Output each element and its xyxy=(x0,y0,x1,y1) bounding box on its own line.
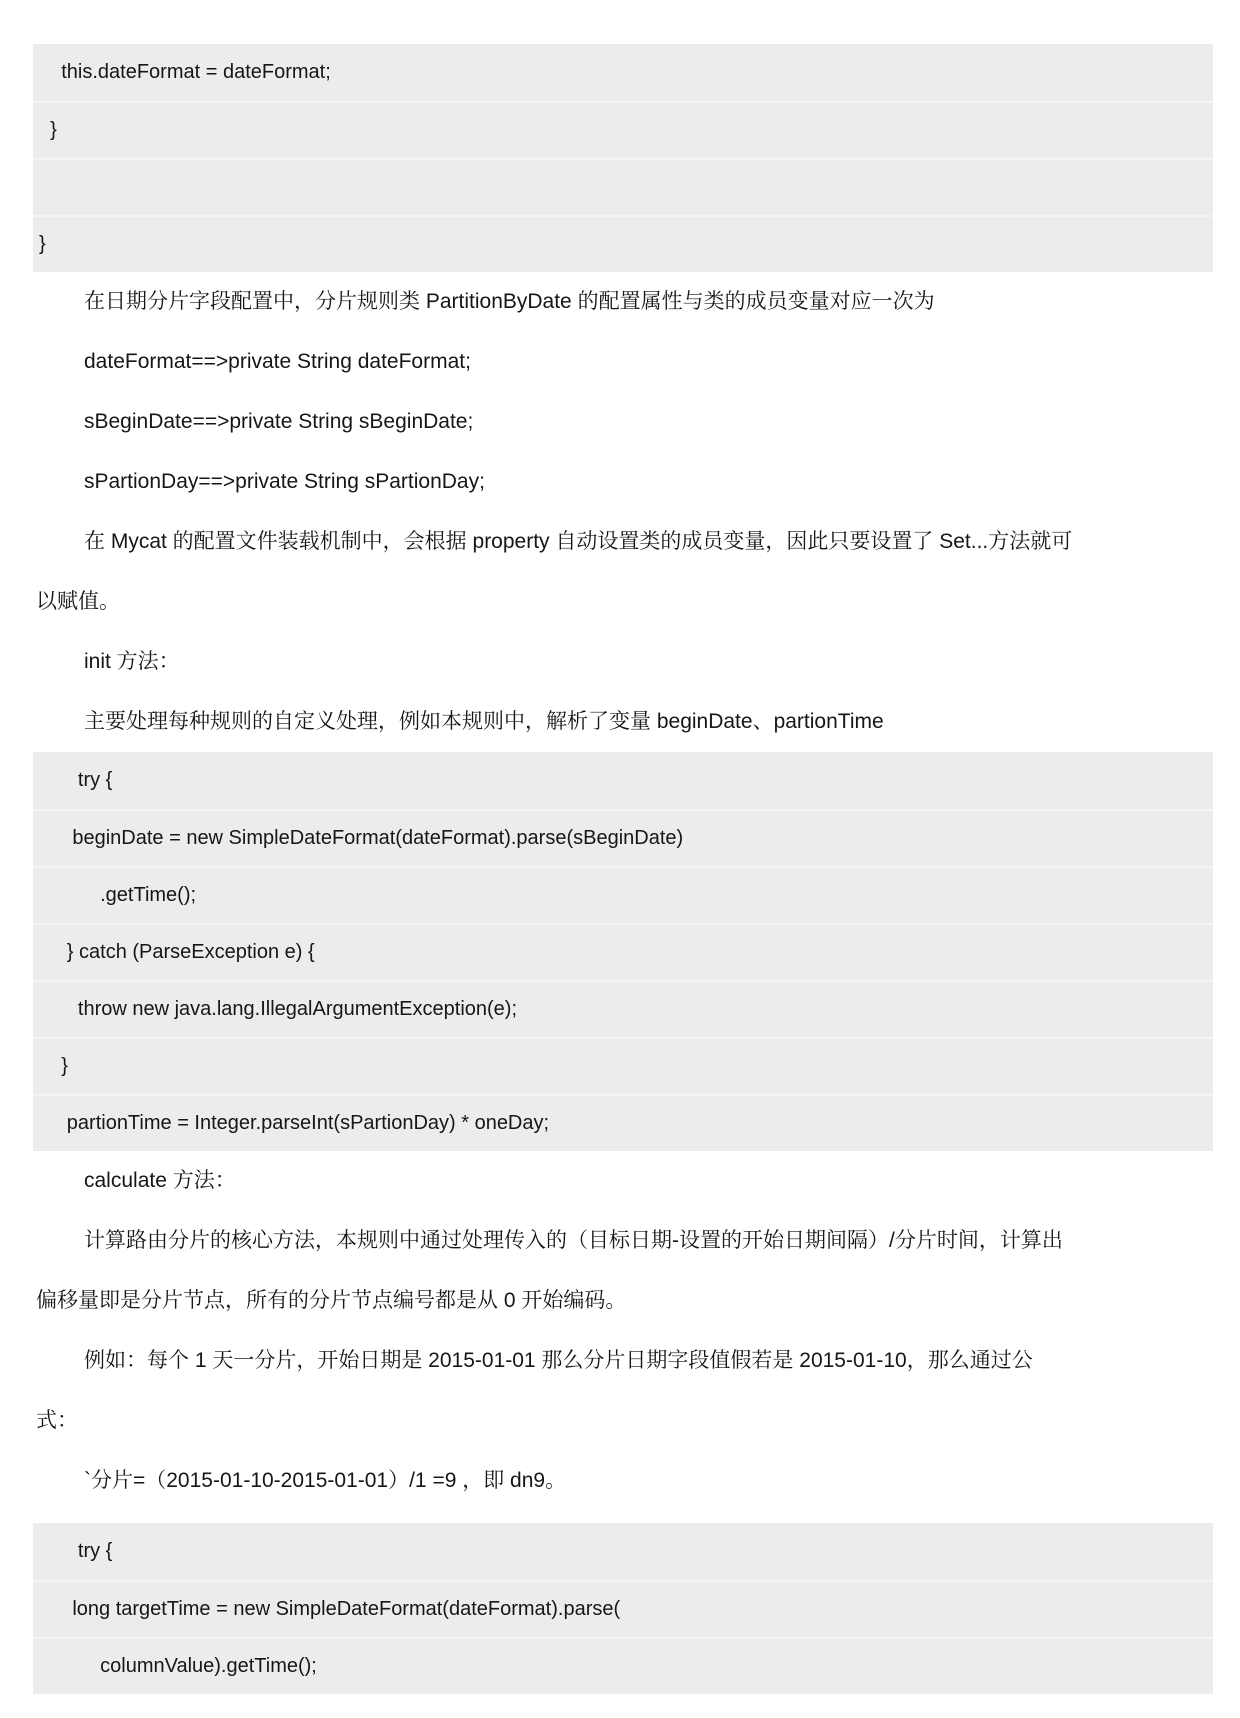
code-line: this.dateFormat = dateFormat; xyxy=(39,61,331,83)
paragraph-line: 以赋值。 xyxy=(36,590,120,613)
paragraph-line: sBeginDate==>private String sBeginDate; xyxy=(84,410,474,433)
code-line: } xyxy=(33,215,1213,272)
code-block-calculate xyxy=(33,1523,1213,1694)
code-line: } xyxy=(33,101,1213,158)
code-line xyxy=(33,158,1213,215)
paragraph-line: 在日期分片字段配置中，分片规则类 PartitionByDate 的配置属性与类的成员变量对应一次为 xyxy=(84,290,935,313)
code-line: long targetTime = new SimpleDateFormat(dateFormat).parse( xyxy=(33,1580,1213,1637)
paragraph-line: 计算路由分片的核心方法，本规则中通过处理传入的（目标日期-设置的开始日期间隔）/分片时间，计算出 xyxy=(84,1229,1063,1252)
paragraph-line: 主要处理每种规则的自定义处理，例如本规则中，解析了变量 beginDate、partionTime xyxy=(84,710,884,733)
paragraph-line: 偏移量即是分片节点，所有的分片节点编号都是从 0 开始编码。 xyxy=(36,1289,627,1312)
code-line: throw new java.lang.IllegalArgumentException(e); xyxy=(33,980,1213,1037)
code-line: columnValue).getTime(); xyxy=(33,1637,1213,1694)
code-line: beginDate = new SimpleDateFormat(dateFormat).parse(sBeginDate) xyxy=(33,809,1213,866)
paragraph-line: 在 Mycat 的配置文件装载机制中，会根据 property 自动设置类的成员变量，因此只要设置了 Set...方法就可 xyxy=(84,530,1073,553)
code-line: .getTime(); xyxy=(33,866,1213,923)
formula-line: `分片=（2015-01-10-2015-01-01）/1 =9 ，即 dn9。 xyxy=(84,1469,567,1492)
paragraph-line: init 方法： xyxy=(84,650,180,673)
paragraph-line: calculate 方法： xyxy=(84,1169,236,1192)
paragraph-line: sPartionDay==>private String sPartionDay; xyxy=(84,470,485,493)
paragraph-line: 式： xyxy=(36,1409,78,1432)
code-block-constructor xyxy=(33,44,1213,272)
code-line: } catch (ParseException e) { xyxy=(33,923,1213,980)
code-line: try { xyxy=(39,1540,113,1562)
code-line: } xyxy=(33,1037,1213,1094)
paragraph-line: dateFormat==>private String dateFormat; xyxy=(84,350,471,373)
paragraph-line: 例如：每个 1 天一分片，开始日期是 2015-01-01 那么分片日期字段值假若是 2015-01-10，那么通过公 xyxy=(84,1349,1033,1372)
code-block-init xyxy=(33,752,1213,1151)
code-line: try { xyxy=(39,769,113,791)
code-line: partionTime = Integer.parseInt(sPartionDay) * oneDay; xyxy=(33,1094,1213,1151)
